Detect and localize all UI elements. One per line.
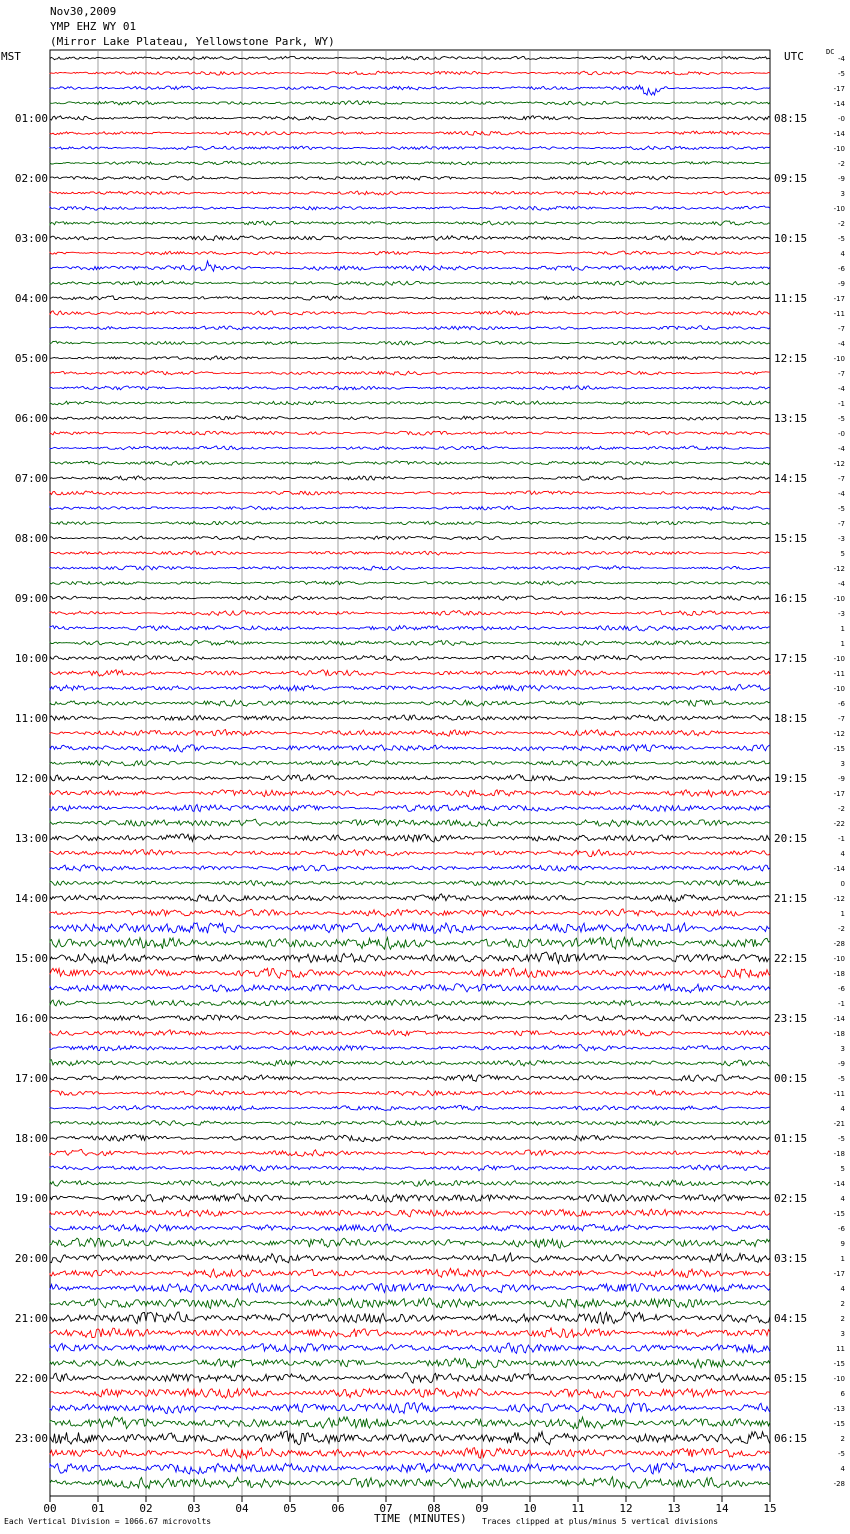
trace-76 <box>50 1180 770 1187</box>
trace-74 <box>50 1149 770 1156</box>
trace-43 <box>50 684 770 691</box>
trace-56 <box>50 880 770 886</box>
x-tick-label: 01 <box>91 1502 105 1515</box>
left-hour-label: 15:00 <box>14 952 48 965</box>
trace-69 <box>50 1075 770 1081</box>
dc-offset-label: -5 <box>838 1135 845 1143</box>
trace-58 <box>50 909 770 917</box>
dc-offset-label: -10 <box>833 595 845 603</box>
trace-48 <box>50 761 770 766</box>
dc-offset-label: -15 <box>833 1420 845 1428</box>
dc-offset-label: -7 <box>838 520 845 528</box>
dc-offset-label: -2 <box>838 925 845 933</box>
dc-offset-label: -5 <box>838 1075 845 1083</box>
trace-9 <box>50 176 770 180</box>
trace-44 <box>50 700 770 706</box>
dc-offset-label: -5 <box>838 415 845 423</box>
x-tick-label: 02 <box>139 1502 153 1515</box>
dc-offset-label: 2 <box>840 1300 845 1308</box>
dc-offset-label: -14 <box>833 1180 845 1188</box>
x-tick-label: 05 <box>283 1502 297 1515</box>
trace-70 <box>50 1090 770 1095</box>
trace-83 <box>50 1283 770 1292</box>
trace-37 <box>50 596 770 600</box>
trace-16 <box>50 281 770 286</box>
trace-72 <box>50 1121 770 1126</box>
right-hour-label: 17:15 <box>774 652 808 665</box>
dc-offset-label: 4 <box>840 1465 845 1473</box>
right-hour-label: 19:15 <box>774 772 808 785</box>
x-tick-label: 14 <box>715 1502 729 1515</box>
trace-65 <box>50 1015 770 1021</box>
dc-offset-label: 3 <box>840 1045 845 1053</box>
trace-63 <box>50 984 770 993</box>
trace-23 <box>50 386 770 390</box>
x-tick-label: 06 <box>331 1502 345 1515</box>
x-tick-label: 04 <box>235 1502 249 1515</box>
right-hour-label: 04:15 <box>774 1312 808 1325</box>
dc-offset-label: 1 <box>840 625 845 633</box>
right-hour-label: 03:15 <box>774 1252 808 1265</box>
dc-offset-label: -6 <box>838 985 845 993</box>
x-tick-label: 03 <box>187 1502 201 1515</box>
right-hour-label: 20:15 <box>774 832 808 845</box>
trace-88 <box>50 1358 770 1368</box>
left-hour-label: 18:00 <box>14 1132 48 1145</box>
trace-55 <box>50 865 770 871</box>
trace-84 <box>50 1298 770 1309</box>
trace-33 <box>50 536 770 540</box>
left-hour-label: 02:00 <box>14 172 48 185</box>
trace-22 <box>50 371 770 375</box>
trace-38 <box>50 611 770 616</box>
dc-offset-label: -10 <box>833 205 845 213</box>
trace-59 <box>50 923 770 934</box>
x-axis-title: TIME (MINUTES) <box>374 1512 467 1525</box>
trace-64 <box>50 1000 770 1006</box>
left-hour-label: 23:00 <box>14 1432 48 1445</box>
trace-18 <box>50 311 770 315</box>
trace-28 <box>50 461 770 465</box>
dc-offset-label: 11 <box>836 1345 845 1353</box>
dc-offset-label: 4 <box>840 1285 845 1293</box>
dc-offset-label: -22 <box>833 820 845 828</box>
right-hour-label: 11:15 <box>774 292 808 305</box>
trace-47 <box>50 745 770 752</box>
left-hour-label: 10:00 <box>14 652 48 665</box>
trace-53 <box>50 834 770 842</box>
trace-30 <box>50 491 770 495</box>
x-tick-label: 07 <box>379 1502 393 1515</box>
dc-offset-label: -18 <box>833 1030 845 1038</box>
trace-34 <box>50 551 770 555</box>
trace-91 <box>50 1403 770 1414</box>
trace-89 <box>50 1373 770 1384</box>
dc-offset-label: -14 <box>833 1015 845 1023</box>
trace-61 <box>50 952 770 963</box>
right-hour-label: 16:15 <box>774 592 808 605</box>
trace-87 <box>50 1343 770 1353</box>
dc-offset-label: -21 <box>833 1120 845 1128</box>
trace-21 <box>50 356 770 360</box>
dc-offset-label: -10 <box>833 145 845 153</box>
dc-offset-label: -13 <box>833 1405 845 1413</box>
trace-50 <box>50 790 770 797</box>
dc-offset-label: -10 <box>833 685 845 693</box>
dc-offset-label: -3 <box>838 610 845 618</box>
dc-offset-label: 2 <box>840 1435 845 1443</box>
dc-offset-label: -10 <box>833 655 845 663</box>
dc-offset-label: -10 <box>833 955 845 963</box>
trace-5 <box>50 116 770 121</box>
dc-offset-label: 4 <box>840 1105 845 1113</box>
dc-offset-label: -15 <box>833 1360 845 1368</box>
left-hour-label: 04:00 <box>14 292 48 305</box>
dc-offset-label: -17 <box>833 1270 845 1278</box>
trace-96 <box>50 1477 770 1489</box>
dc-offset-label: -2 <box>838 220 845 228</box>
left-hour-label: 05:00 <box>14 352 48 365</box>
dc-offset-label: 5 <box>840 1165 845 1173</box>
dc-offset-label: -14 <box>833 865 845 873</box>
trace-40 <box>50 641 770 646</box>
dc-offset-label: -28 <box>833 940 845 948</box>
header-location: (Mirror Lake Plateau, Yellowstone Park, WY) <box>50 35 335 48</box>
x-tick-label: 15 <box>763 1502 777 1515</box>
left-hour-label: 11:00 <box>14 712 48 725</box>
trace-24 <box>50 401 770 405</box>
right-hour-label: 05:15 <box>774 1372 808 1385</box>
dc-offset-label: -11 <box>833 670 845 678</box>
trace-71 <box>50 1105 770 1110</box>
trace-46 <box>50 730 770 737</box>
dc-offset-label: 1 <box>840 1255 845 1263</box>
dc-offset-label: -7 <box>838 370 845 378</box>
dc-offset-label: -1 <box>838 1000 845 1008</box>
right-hour-label: 10:15 <box>774 232 808 245</box>
trace-77 <box>50 1194 770 1202</box>
left-hour-label: 14:00 <box>14 892 48 905</box>
dc-offset-label: -4 <box>838 490 845 498</box>
left-hour-label: 13:00 <box>14 832 48 845</box>
trace-15 <box>50 261 770 271</box>
trace-3 <box>50 85 770 95</box>
x-tick-label: 09 <box>475 1502 489 1515</box>
trace-94 <box>50 1448 770 1459</box>
dc-offset-label: -3 <box>838 535 845 543</box>
footer-scale-note: Each Vertical Division = 1066.67 microvolts <box>4 1517 212 1526</box>
dc-offset-label: -18 <box>833 1150 845 1158</box>
right-hour-label: 09:15 <box>774 172 808 185</box>
dc-offset-label: -9 <box>838 175 845 183</box>
dc-offset-label: 4 <box>840 250 845 258</box>
right-hour-label: 14:15 <box>774 472 808 485</box>
left-hour-label: 06:00 <box>14 412 48 425</box>
dc-offset-label: -1 <box>838 835 845 843</box>
dc-offset-label: 9 <box>840 1240 845 1248</box>
dc-offset-label: -7 <box>838 325 845 333</box>
left-hour-label: 19:00 <box>14 1192 48 1205</box>
dc-offset-label: 6 <box>840 1390 845 1398</box>
right-hour-label: 15:15 <box>774 532 808 545</box>
dc-offset-label: -18 <box>833 970 845 978</box>
left-timezone-label: MST <box>1 50 21 63</box>
dc-offset-label: -0 <box>838 115 845 123</box>
dc-offset-label: -28 <box>833 1480 845 1488</box>
trace-81 <box>50 1253 770 1263</box>
dc-offset-label: -4 <box>838 55 845 63</box>
dc-offset-label: -15 <box>833 1210 845 1218</box>
trace-19 <box>50 326 770 330</box>
right-hour-label: 00:15 <box>774 1072 808 1085</box>
dc-offset-label: -5 <box>838 70 845 78</box>
right-hour-label: 01:15 <box>774 1132 808 1145</box>
dc-offset-label: 3 <box>840 1330 845 1338</box>
trace-2 <box>50 71 770 75</box>
trace-27 <box>50 446 770 450</box>
right-hour-label: 18:15 <box>774 712 808 725</box>
dc-offset-label: -17 <box>833 790 845 798</box>
trace-93 <box>50 1431 770 1445</box>
dc-offset-label: 5 <box>840 550 845 558</box>
trace-95 <box>50 1463 770 1474</box>
trace-79 <box>50 1224 770 1232</box>
dc-offset-label: -7 <box>838 475 845 483</box>
trace-8 <box>50 161 770 165</box>
dc-offset-label: 4 <box>840 850 845 858</box>
right-hour-label: 08:15 <box>774 112 808 125</box>
dc-offset-label: -15 <box>833 745 845 753</box>
x-tick-label: 08 <box>427 1502 441 1515</box>
trace-35 <box>50 566 770 570</box>
left-hour-label: 09:00 <box>14 592 48 605</box>
dc-offset-label: 0 <box>840 880 845 888</box>
trace-41 <box>50 655 770 661</box>
dc-offset-label: -4 <box>838 385 845 393</box>
header-station: YMP EHZ WY 01 <box>50 20 137 33</box>
trace-75 <box>50 1165 770 1171</box>
trace-51 <box>50 805 770 812</box>
trace-57 <box>50 894 770 902</box>
dc-offset-label: -4 <box>838 340 845 348</box>
left-hour-label: 12:00 <box>14 772 48 785</box>
trace-39 <box>50 626 770 631</box>
right-hour-label: 02:15 <box>774 1192 808 1205</box>
trace-13 <box>50 236 770 241</box>
trace-92 <box>50 1417 770 1429</box>
dc-offset-label: -11 <box>833 310 845 318</box>
trace-85 <box>50 1312 770 1324</box>
trace-25 <box>50 416 770 420</box>
trace-82 <box>50 1268 770 1277</box>
trace-12 <box>50 221 770 225</box>
dc-offset-label: -17 <box>833 85 845 93</box>
trace-80 <box>50 1238 770 1248</box>
right-hour-label: 22:15 <box>774 952 808 965</box>
trace-29 <box>50 476 770 480</box>
trace-17 <box>50 296 770 300</box>
trace-20 <box>50 341 770 345</box>
right-hour-label: 13:15 <box>774 412 808 425</box>
left-hour-label: 16:00 <box>14 1012 48 1025</box>
dc-label: DC <box>826 48 835 56</box>
left-hour-label: 07:00 <box>14 472 48 485</box>
right-hour-label: 21:15 <box>774 892 808 905</box>
trace-7 <box>50 146 770 150</box>
dc-offset-label: -7 <box>838 715 845 723</box>
trace-31 <box>50 506 770 510</box>
dc-offset-label: -4 <box>838 445 845 453</box>
right-hour-label: 23:15 <box>774 1012 808 1025</box>
dc-offset-label: -10 <box>833 355 845 363</box>
dc-offset-label: -14 <box>833 130 845 138</box>
left-hour-label: 21:00 <box>14 1312 48 1325</box>
dc-offset-label: 3 <box>840 760 845 768</box>
dc-offset-label: -5 <box>838 505 845 513</box>
dc-offset-label: 2 <box>840 1315 845 1323</box>
trace-32 <box>50 521 770 524</box>
x-tick-label: 00 <box>43 1502 57 1515</box>
left-hour-label: 20:00 <box>14 1252 48 1265</box>
dc-offset-label: -6 <box>838 265 845 273</box>
dc-offset-label: -9 <box>838 280 845 288</box>
dc-offset-label: -12 <box>833 565 845 573</box>
left-hour-label: 03:00 <box>14 232 48 245</box>
dc-offset-label: -6 <box>838 700 845 708</box>
dc-offset-label: -2 <box>838 805 845 813</box>
trace-86 <box>50 1328 770 1337</box>
footer-clip-note: Traces clipped at plus/minus 5 vertical divisions <box>482 1517 719 1526</box>
x-tick-label: 12 <box>619 1502 633 1515</box>
trace-42 <box>50 670 770 676</box>
right-hour-label: 12:15 <box>774 352 808 365</box>
dc-offset-label: -9 <box>838 1060 845 1068</box>
dc-offset-label: -0 <box>838 430 845 438</box>
trace-66 <box>50 1030 770 1036</box>
dc-offset-label: -12 <box>833 730 845 738</box>
trace-10 <box>50 191 770 195</box>
trace-49 <box>50 775 770 782</box>
trace-26 <box>50 431 770 435</box>
trace-73 <box>50 1135 770 1142</box>
trace-90 <box>50 1388 770 1398</box>
dc-offset-label: 1 <box>840 640 845 648</box>
dc-offset-label: 3 <box>840 190 845 198</box>
dc-offset-label: -9 <box>838 775 845 783</box>
left-hour-label: 08:00 <box>14 532 48 545</box>
trace-1 <box>50 56 770 60</box>
right-timezone-label: UTC <box>784 50 804 63</box>
trace-78 <box>50 1209 770 1217</box>
dc-offset-label: -11 <box>833 1090 845 1098</box>
trace-36 <box>50 581 770 585</box>
x-tick-label: 13 <box>667 1502 681 1515</box>
trace-4 <box>50 101 770 105</box>
right-hour-label: 06:15 <box>774 1432 808 1445</box>
trace-62 <box>50 968 770 978</box>
trace-6 <box>50 131 770 135</box>
dc-offset-label: -12 <box>833 895 845 903</box>
trace-68 <box>50 1060 770 1066</box>
trace-45 <box>50 715 770 721</box>
trace-60 <box>50 937 770 949</box>
trace-54 <box>50 850 770 857</box>
x-tick-label: 10 <box>523 1502 537 1515</box>
header-date: Nov30,2009 <box>50 5 117 18</box>
dc-offset-label: -12 <box>833 460 845 468</box>
trace-52 <box>50 819 770 826</box>
x-tick-label: 11 <box>571 1502 585 1515</box>
dc-offset-label: -5 <box>838 235 845 243</box>
left-hour-label: 22:00 <box>14 1372 48 1385</box>
left-hour-label: 17:00 <box>14 1072 48 1085</box>
left-hour-label: 01:00 <box>14 112 48 125</box>
trace-14 <box>50 251 770 255</box>
dc-offset-label: -5 <box>838 1450 845 1458</box>
dc-offset-label: -1 <box>838 400 845 408</box>
dc-offset-label: -6 <box>838 1225 845 1233</box>
dc-offset-label: 1 <box>840 910 845 918</box>
dc-offset-label: -14 <box>833 100 845 108</box>
trace-67 <box>50 1045 770 1052</box>
dc-offset-label: -2 <box>838 160 845 168</box>
trace-11 <box>50 206 770 210</box>
dc-offset-label: 4 <box>840 1195 845 1203</box>
dc-offset-label: -4 <box>838 580 845 588</box>
dc-offset-label: -17 <box>833 295 845 303</box>
dc-offset-label: -10 <box>833 1375 845 1383</box>
